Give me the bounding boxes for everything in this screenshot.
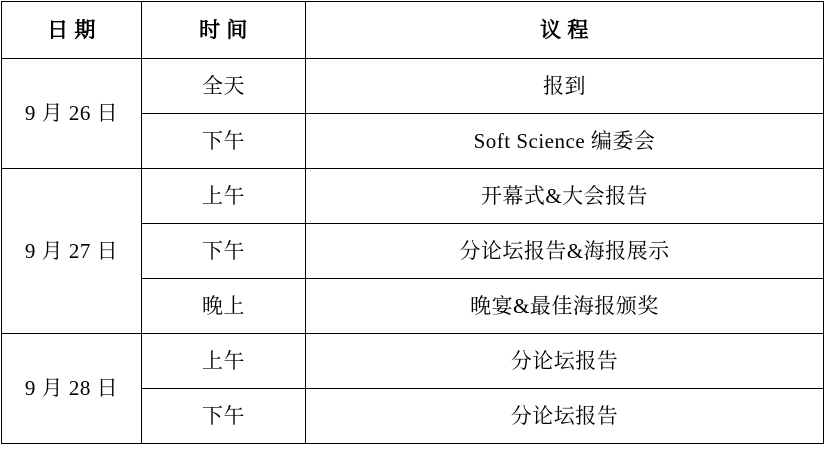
agenda-cell: 开幕式&大会报告	[306, 169, 824, 224]
agenda-cell: 分论坛报告	[306, 334, 824, 389]
time-cell: 上午	[142, 169, 306, 224]
document-page	[0, 1, 824, 452]
date-cell-day3: 9 月 28 日	[2, 334, 142, 444]
conference-schedule-table	[1, 1, 824, 444]
time-cell: 下午	[142, 114, 306, 169]
table-row	[2, 334, 824, 389]
time-cell: 全天	[142, 59, 306, 114]
column-header-date: 日 期	[2, 2, 142, 59]
column-header-agenda: 议 程	[306, 2, 824, 59]
time-cell: 晚上	[142, 279, 306, 334]
table-header	[2, 2, 824, 59]
table-row	[2, 59, 824, 114]
column-header-time: 时 间	[142, 2, 306, 59]
agenda-cell: Soft Science 编委会	[306, 114, 824, 169]
time-cell: 下午	[142, 389, 306, 444]
table-header-row	[2, 2, 824, 59]
date-cell-day2: 9 月 27 日	[2, 169, 142, 334]
table-row	[2, 169, 824, 224]
agenda-cell: 分论坛报告&海报展示	[306, 224, 824, 279]
time-cell: 下午	[142, 224, 306, 279]
date-cell-day1: 9 月 26 日	[2, 59, 142, 169]
agenda-cell: 分论坛报告	[306, 389, 824, 444]
time-cell: 上午	[142, 334, 306, 389]
table-body	[2, 59, 824, 444]
agenda-cell: 晚宴&最佳海报颁奖	[306, 279, 824, 334]
agenda-cell: 报到	[306, 59, 824, 114]
